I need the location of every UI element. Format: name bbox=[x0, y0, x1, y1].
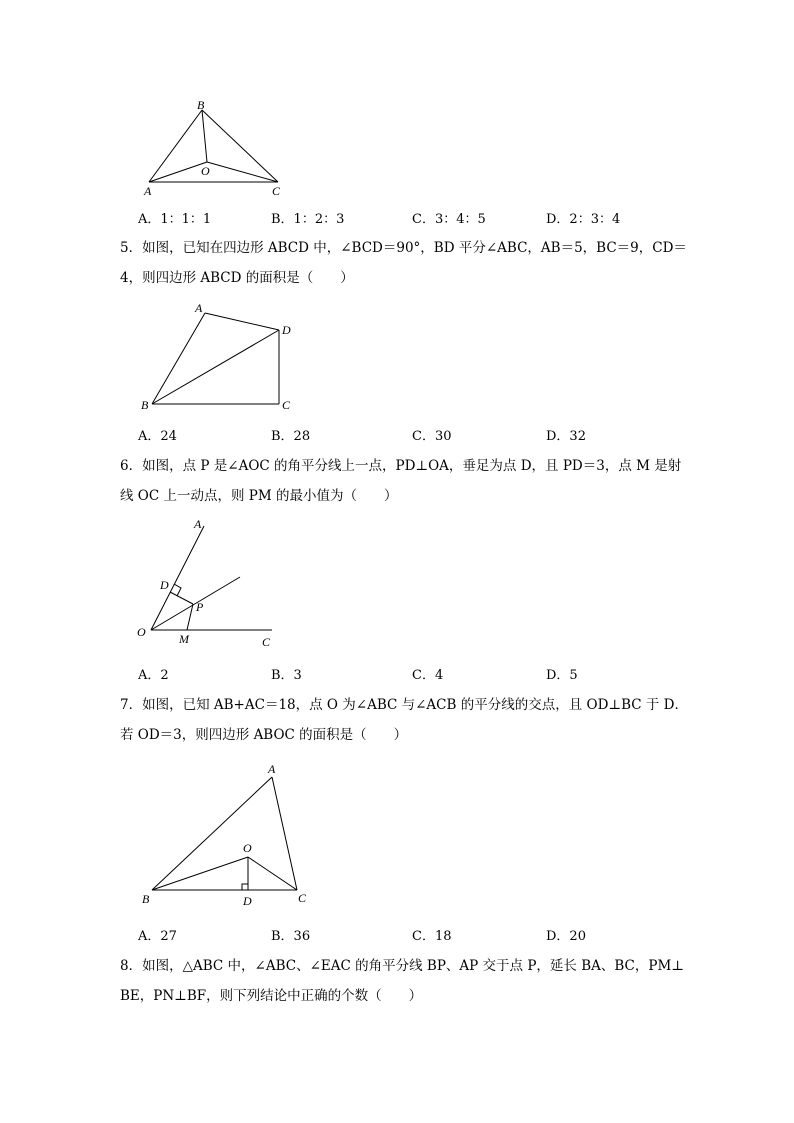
label-b: B bbox=[142, 892, 150, 906]
option-c[interactable]: C．4 bbox=[412, 668, 444, 683]
option-b[interactable]: B．3 bbox=[271, 668, 302, 683]
question-8-line-1: 8．如图，△ABC 中，∠ABC、∠EAC 的角平分线 BP、AP 交于点 P，延长 BA、BC，PM⊥ bbox=[120, 958, 684, 974]
segment-ba bbox=[152, 777, 272, 890]
option-c[interactable]: C．3：4：5 bbox=[412, 212, 486, 227]
question-8-line-2: BE，PN⊥BF，则下列结论中正确的个数（ ） bbox=[120, 988, 423, 1004]
label-d: D bbox=[282, 323, 291, 337]
label-c: C bbox=[262, 635, 271, 649]
label-a: A bbox=[195, 301, 203, 315]
label-b: B bbox=[141, 398, 149, 412]
question-5-line-2: 4，则四边形 ABCD 的面积是（ ） bbox=[120, 270, 354, 286]
option-b[interactable]: B．28 bbox=[271, 429, 311, 444]
figure-q5 bbox=[138, 298, 308, 418]
question-7-line-1: 7．如图，已知 AB+AC＝18，点 O 为∠ABC 与∠ACB 的平分线的交点，且 OD⊥BC 于 D． bbox=[120, 697, 689, 713]
option-d[interactable]: D．32 bbox=[546, 429, 586, 444]
option-d[interactable]: D．20 bbox=[546, 929, 586, 944]
figure-q7-svg bbox=[138, 760, 318, 910]
right-angle-mark bbox=[242, 884, 248, 890]
segment-bo bbox=[202, 110, 207, 162]
figure-q7 bbox=[138, 760, 318, 910]
option-a[interactable]: A．24 bbox=[138, 429, 177, 444]
segment-ad bbox=[205, 313, 279, 330]
segment-ac bbox=[272, 777, 297, 890]
option-d[interactable]: D．2：3：4 bbox=[546, 212, 621, 227]
option-c[interactable]: C．18 bbox=[412, 929, 452, 944]
label-c: C bbox=[282, 398, 291, 412]
label-a: A bbox=[268, 762, 276, 776]
segment-co bbox=[248, 857, 297, 890]
options-q7 bbox=[138, 925, 658, 943]
label-o: O bbox=[201, 164, 210, 178]
figure-q4-svg bbox=[140, 96, 290, 206]
option-b[interactable]: B．36 bbox=[271, 929, 311, 944]
label-d: D bbox=[243, 894, 252, 908]
segment-bd bbox=[152, 330, 279, 404]
figure-q5-svg bbox=[138, 298, 308, 418]
options-q5 bbox=[138, 425, 658, 443]
label-c: C bbox=[272, 184, 281, 198]
option-b[interactable]: B．1：2：3 bbox=[271, 212, 345, 227]
label-m: M bbox=[179, 632, 189, 646]
options-q4 bbox=[138, 208, 658, 226]
question-7 bbox=[120, 690, 689, 750]
option-a[interactable]: A．1：1：1 bbox=[138, 212, 212, 227]
options-q6 bbox=[138, 664, 658, 682]
segment-pd bbox=[170, 592, 193, 604]
question-5-line-1: 5．如图，已知在四边形 ABCD 中，∠BCD＝90°，BD 平分∠ABC，AB＝5，BC＝9，CD＝ bbox=[120, 240, 687, 256]
figure-q6 bbox=[134, 516, 284, 652]
option-a[interactable]: A．27 bbox=[138, 929, 177, 944]
question-6-line-2: 线 OC 上一动点，则 PM 的最小值为（ ） bbox=[120, 488, 398, 504]
question-6-line-1: 6．如图，点 P 是∠AOC 的角平分线上一点，PD⊥OA，垂足为点 D，且 PD＝3，点 M 是射 bbox=[120, 458, 682, 474]
question-7-line-2: 若 OD＝3，则四边形 ABOC 的面积是（ ） bbox=[120, 727, 408, 743]
label-o: O bbox=[137, 625, 146, 639]
label-d: D bbox=[160, 578, 169, 592]
figure-q4 bbox=[140, 96, 290, 206]
segment-ab bbox=[149, 110, 202, 182]
label-b: B bbox=[197, 98, 205, 112]
label-a: A bbox=[144, 184, 152, 198]
question-6 bbox=[120, 451, 680, 511]
label-o: O bbox=[243, 841, 252, 855]
question-8 bbox=[120, 951, 684, 1011]
label-a: A bbox=[194, 517, 202, 531]
segment-bo bbox=[152, 857, 248, 890]
label-c: C bbox=[298, 891, 307, 905]
figure-q6-svg bbox=[134, 516, 284, 652]
question-5 bbox=[120, 233, 687, 293]
segment-ab bbox=[152, 313, 205, 404]
label-p: P bbox=[196, 600, 204, 614]
option-a[interactable]: A．2 bbox=[138, 668, 169, 683]
option-d[interactable]: D．5 bbox=[546, 668, 578, 683]
segment-ao bbox=[149, 162, 207, 182]
option-c[interactable]: C．30 bbox=[412, 429, 452, 444]
